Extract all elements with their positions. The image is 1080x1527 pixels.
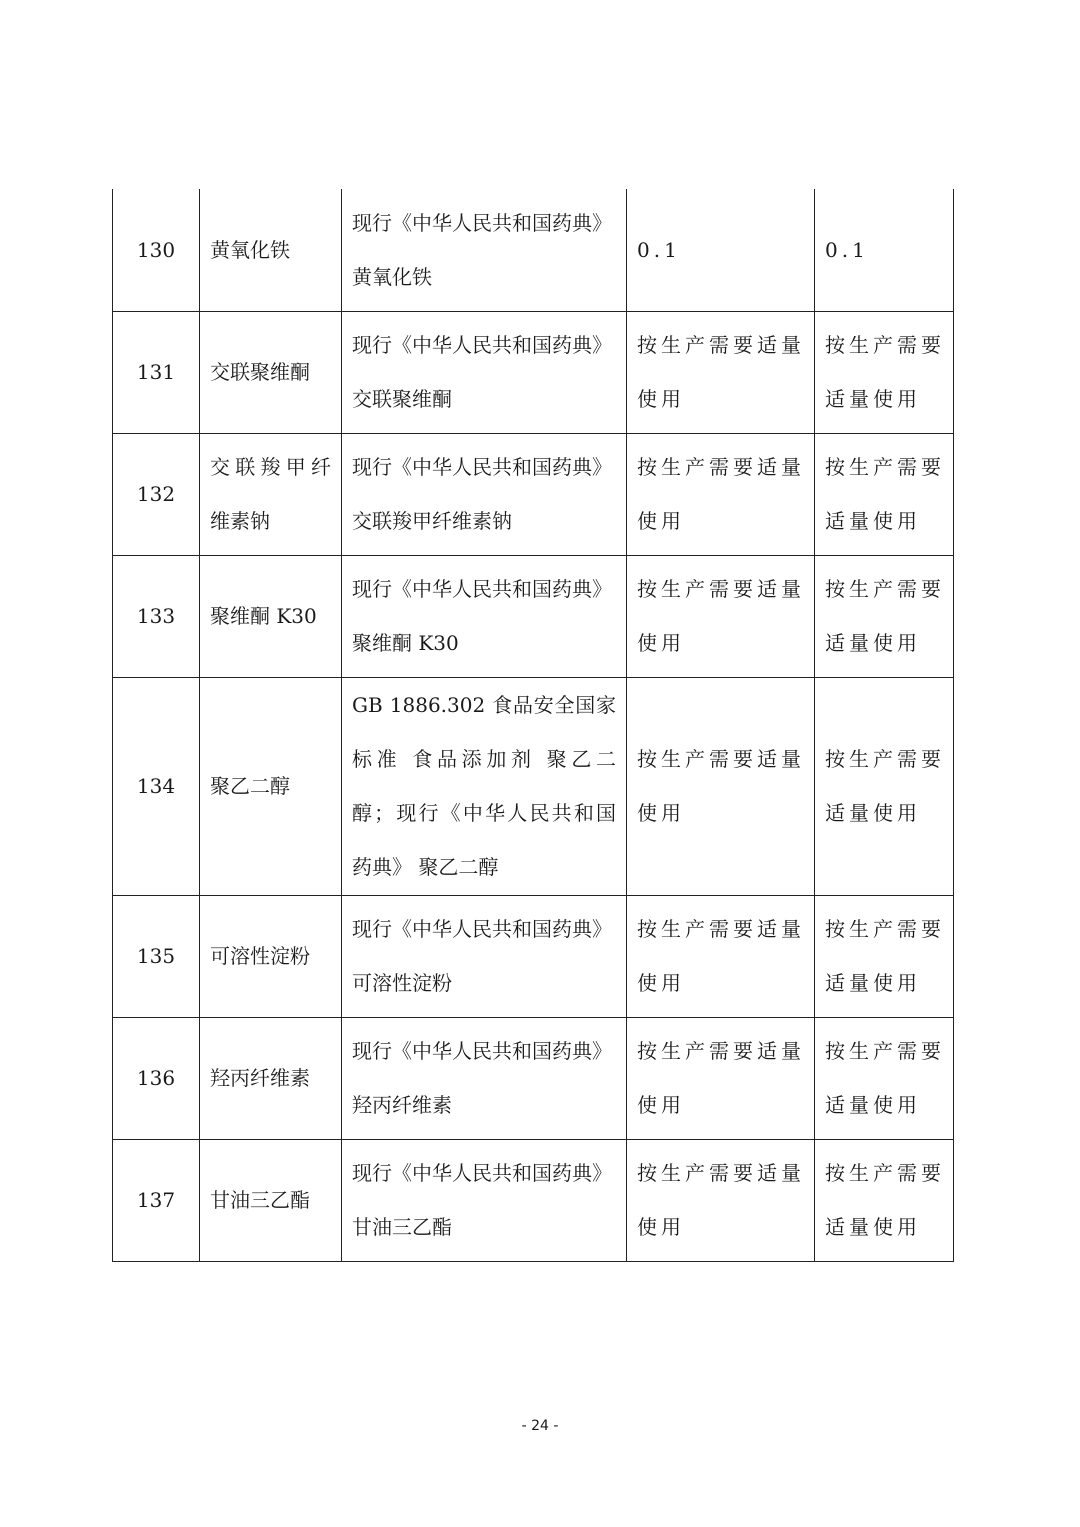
table-row — [113, 1139, 954, 1261]
max-usage-line: 按生产需要适量 — [637, 1039, 805, 1063]
residue-usage-line: 适量使用 — [825, 1215, 921, 1239]
table-row — [113, 677, 954, 895]
quality-standard-line: GB 1886.302 食品安全国家 — [352, 693, 616, 717]
quality-standard-line: 现行《中华人民共和国药典》 — [352, 1039, 612, 1063]
quality-standard-cell — [342, 895, 627, 1017]
row-number-cell: 136 — [113, 1017, 200, 1139]
quality-standard-line: 现行《中华人民共和国药典》 — [352, 577, 612, 601]
residue-usage-line: 适量使用 — [825, 387, 921, 411]
max-usage-cell — [627, 433, 815, 555]
row-number-cell: 135 — [113, 895, 200, 1017]
max-usage-cell — [627, 1139, 815, 1261]
additive-name-line: 交联羧甲纤 — [210, 455, 331, 479]
quality-standard-line: 现行《中华人民共和国药典》 — [352, 210, 612, 235]
table-body — [113, 189, 954, 1261]
table-row — [113, 1017, 954, 1139]
residue-usage-line: 适量使用 — [825, 509, 921, 533]
additive-name-line: 维素钠 — [210, 509, 270, 533]
quality-standard-cell — [342, 1139, 627, 1261]
table-row — [113, 311, 954, 433]
additive-name-cell — [200, 433, 342, 555]
additive-name-line: 羟丙纤维素 — [210, 1066, 310, 1090]
table-row — [113, 895, 954, 1017]
quality-standard-line: 醇；现行《中华人民共和国 — [352, 801, 616, 825]
residue-usage-line: 按生产需要 — [825, 917, 945, 941]
max-usage-cell — [627, 555, 815, 677]
max-usage-line: 使用 — [637, 1215, 685, 1239]
residue-usage-line: 按生产需要 — [825, 577, 945, 601]
residue-usage-cell — [815, 555, 954, 677]
additive-table — [112, 189, 954, 1262]
quality-standard-line: 现行《中华人民共和国药典》 — [352, 455, 612, 479]
quality-standard-line: 交联羧甲纤维素钠 — [352, 509, 512, 533]
additive-name-cell — [200, 555, 342, 677]
table-row — [113, 433, 954, 555]
max-usage-cell — [627, 677, 815, 895]
additive-name-cell — [200, 1139, 342, 1261]
residue-usage-line: 按生产需要 — [825, 1161, 945, 1185]
quality-standard-line: 交联聚维酮 — [352, 387, 452, 411]
max-usage-line: 按生产需要适量 — [637, 455, 805, 479]
additive-name-cell — [200, 895, 342, 1017]
additive-name-cell — [200, 677, 342, 895]
quality-standard-line: 甘油三乙酯 — [352, 1215, 452, 1239]
residue-usage-line: 适量使用 — [825, 1093, 921, 1117]
additive-name-cell — [200, 1017, 342, 1139]
quality-standard-cell — [342, 433, 627, 555]
residue-usage-cell — [815, 189, 954, 311]
max-usage-line: 按生产需要适量 — [637, 747, 805, 771]
row-number-cell: 133 — [113, 555, 200, 677]
max-usage-cell — [627, 895, 815, 1017]
table-row — [113, 189, 954, 311]
residue-usage-line: 按生产需要 — [825, 455, 945, 479]
residue-usage-cell — [815, 1139, 954, 1261]
quality-standard-cell — [342, 1017, 627, 1139]
max-usage-line: 使用 — [637, 1093, 685, 1117]
additive-name-line: 聚维酮 K30 — [210, 604, 317, 628]
additive-name-line: 甘油三乙酯 — [210, 1188, 310, 1212]
max-usage-line: 按生产需要适量 — [637, 917, 805, 941]
residue-usage-line: 适量使用 — [825, 971, 921, 995]
quality-standard-line: 现行《中华人民共和国药典》 — [352, 1161, 612, 1185]
residue-usage-line: 按生产需要 — [825, 747, 945, 771]
max-usage-line: 按生产需要适量 — [637, 333, 805, 357]
additive-name-line: 聚乙二醇 — [210, 774, 290, 798]
quality-standard-line: 聚维酮 K30 — [352, 631, 459, 655]
residue-usage-line: 适量使用 — [825, 801, 921, 825]
quality-standard-line: 羟丙纤维素 — [352, 1093, 452, 1117]
row-number-cell: 134 — [113, 677, 200, 895]
additive-name-line: 交联聚维酮 — [210, 360, 310, 384]
additive-table-container — [112, 189, 953, 1262]
max-usage-line: 0.1 — [637, 237, 681, 262]
quality-standard-line: 可溶性淀粉 — [352, 971, 452, 995]
page-number: - 24 - — [521, 1418, 559, 1434]
residue-usage-cell — [815, 433, 954, 555]
additive-name-line: 可溶性淀粉 — [210, 944, 310, 968]
max-usage-cell — [627, 189, 815, 311]
quality-standard-cell — [342, 677, 627, 895]
additive-name-line: 黄氧化铁 — [210, 237, 290, 262]
max-usage-line: 使用 — [637, 971, 685, 995]
residue-usage-cell — [815, 895, 954, 1017]
quality-standard-cell — [342, 555, 627, 677]
quality-standard-line: 药典》 聚乙二醇 — [352, 855, 499, 879]
table-row — [113, 555, 954, 677]
row-number-cell: 132 — [113, 433, 200, 555]
row-number-cell: 131 — [113, 311, 200, 433]
quality-standard-line: 现行《中华人民共和国药典》 — [352, 333, 612, 357]
residue-usage-line: 适量使用 — [825, 631, 921, 655]
quality-standard-line: 现行《中华人民共和国药典》 — [352, 917, 612, 941]
residue-usage-line: 按生产需要 — [825, 333, 945, 357]
residue-usage-line: 0.1 — [825, 237, 869, 262]
quality-standard-cell — [342, 311, 627, 433]
max-usage-line: 使用 — [637, 509, 685, 533]
additive-name-cell — [200, 311, 342, 433]
residue-usage-cell — [815, 311, 954, 433]
row-number-cell: 130 — [113, 189, 200, 311]
max-usage-line: 使用 — [637, 387, 685, 411]
max-usage-cell — [627, 311, 815, 433]
quality-standard-line: 黄氧化铁 — [352, 264, 432, 289]
max-usage-line: 使用 — [637, 801, 685, 825]
residue-usage-line: 按生产需要 — [825, 1039, 945, 1063]
max-usage-line: 按生产需要适量 — [637, 577, 805, 601]
additive-name-cell — [200, 189, 342, 311]
row-number-cell: 137 — [113, 1139, 200, 1261]
residue-usage-cell — [815, 677, 954, 895]
max-usage-line: 使用 — [637, 631, 685, 655]
residue-usage-cell — [815, 1017, 954, 1139]
max-usage-cell — [627, 1017, 815, 1139]
quality-standard-cell — [342, 189, 627, 311]
max-usage-line: 按生产需要适量 — [637, 1161, 805, 1185]
quality-standard-line: 标准 食品添加剂 聚乙二 — [352, 747, 616, 771]
